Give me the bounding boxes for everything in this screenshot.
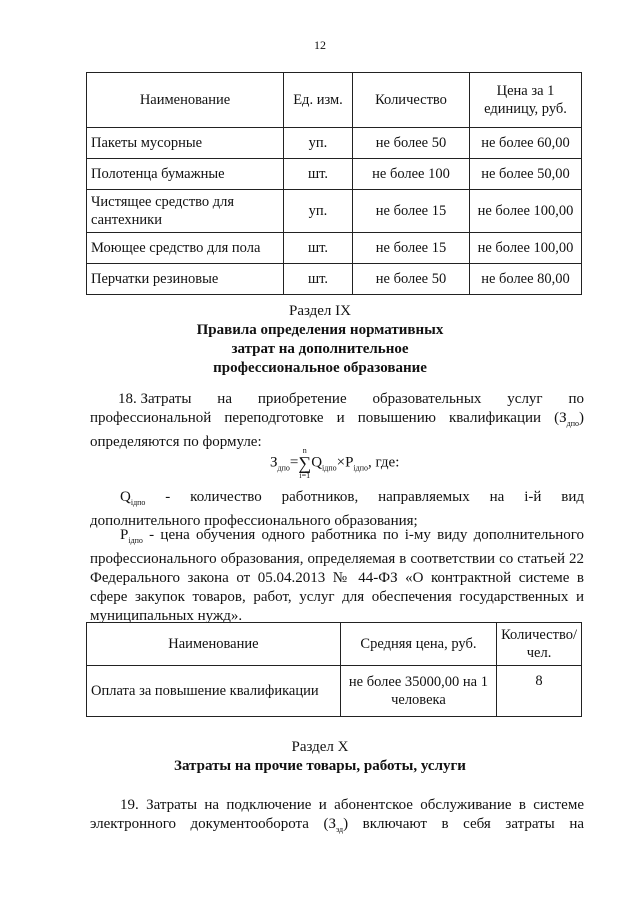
text: ) включают в себя затраты на — [343, 816, 584, 832]
section-10-title: Затраты на прочие товары, работы, услуги — [174, 758, 466, 774]
subscript: эд — [336, 825, 344, 834]
cell-quantity: не более 15 — [353, 190, 470, 233]
sigma-symbol: ∑ — [298, 453, 312, 473]
cell-quantity: не более 100 — [353, 159, 470, 190]
cell-quantity: не более 50 — [353, 264, 470, 295]
formula-q-sub: iдпо — [322, 463, 337, 473]
col-header-name: Наименование — [87, 73, 284, 128]
formula-lhs-sub: дпо — [277, 463, 290, 473]
cell-price: не более 100,00 — [470, 190, 582, 233]
word: на — [217, 391, 232, 407]
cell-quantity: не более 50 — [353, 128, 470, 159]
paragraph-18 — [90, 390, 584, 452]
formula-p: P — [345, 454, 354, 471]
formula — [270, 446, 399, 480]
def-p-sub: iдпо — [128, 536, 143, 545]
supplies-table — [86, 72, 582, 295]
table-row — [87, 264, 582, 295]
cell-unit: шт. — [284, 233, 353, 264]
word: по — [568, 391, 584, 407]
table-row — [87, 190, 582, 233]
cell-unit: уп. — [284, 190, 353, 233]
times-sign: × — [336, 454, 346, 471]
formula-lhs: З — [270, 454, 278, 471]
def-p-symbol: P — [120, 527, 129, 543]
def-q-symbol: Q — [120, 489, 131, 505]
table-row — [87, 159, 582, 190]
section-10-label: Раздел X — [291, 739, 349, 755]
cell-price: не более 50,00 — [470, 159, 582, 190]
table-row — [87, 233, 582, 264]
subscript: дпо — [566, 419, 579, 428]
table-row — [87, 666, 582, 717]
paragraph-19 — [90, 796, 584, 839]
formula-p-sub: iдпо — [353, 463, 368, 473]
page-number: 12 — [314, 38, 326, 52]
cell-name: Моющее средство для пола — [87, 233, 284, 264]
table-row — [87, 128, 582, 159]
cell-name: Полотенца бумажные — [87, 159, 284, 190]
section-9-title-1: Правила определения нормативных — [196, 322, 444, 338]
cell-name: Пакеты мусорные — [87, 128, 284, 159]
def-q-text: - количество работников, направляемых на i-й вид дополнительного профессионального образования; — [90, 489, 584, 529]
cell-unit: шт. — [284, 159, 353, 190]
text: ) — [579, 410, 584, 426]
def-p-text: - цена обучения одного работника по i-му виду дополнительного профессионального образования, определяемая в соответствии со статьей 22 Федерального закона от 05.04.2013 № 44-ФЗ «О контрактной системе в сфере закупок товаров, работ, услуг для обеспечения государственных и муниципальных нужд». — [90, 527, 584, 624]
sum-bottom: i=1 — [299, 471, 311, 480]
cell-name: Перчатки резиновые — [87, 264, 284, 295]
table-header-row — [87, 73, 582, 128]
text: профессиональной переподготовке и повышению квалификации (З — [90, 410, 567, 426]
cell-unit: шт. — [284, 264, 353, 295]
equals-sign: = — [289, 454, 299, 471]
word: образовательных — [372, 391, 482, 407]
paragraph-18-line-2 — [90, 409, 584, 433]
formula-q: Q — [311, 454, 323, 471]
word: приобретение — [257, 391, 347, 407]
text: электронного документооборота (З — [90, 816, 337, 832]
definition-p — [90, 526, 584, 626]
sum-sign — [298, 446, 311, 480]
word: 18. Затраты — [118, 391, 192, 407]
col-header-price: Цена за 1 единицу, руб. — [470, 73, 582, 128]
word: услуг — [507, 391, 543, 407]
cell-name: Чистящее средство для сантехники — [87, 190, 284, 233]
section-9-label: Раздел IX — [288, 303, 351, 319]
definition-q — [90, 488, 584, 531]
cell-price: не более 60,00 — [470, 128, 582, 159]
col-header-quantity: Количество — [353, 73, 470, 128]
section-9-title-2: затрат на дополнительное — [231, 341, 409, 357]
cell-price: не более 100,00 — [470, 233, 582, 264]
cell-unit: уп. — [284, 128, 353, 159]
section-9-title-3: профессиональное образование — [213, 360, 427, 376]
cell-quantity: не более 15 — [353, 233, 470, 264]
sum-top: n — [302, 446, 307, 455]
cell-quantity: 8 — [497, 666, 582, 717]
table-header-row — [87, 623, 582, 666]
training-table — [86, 622, 582, 717]
def-q-sub: iдпо — [130, 498, 146, 507]
col-header-unit: Ед. изм. — [284, 73, 353, 128]
paragraph-18-line-1 — [90, 390, 584, 409]
col-header-name: Наименование — [87, 623, 341, 666]
col-header-avg-price: Средняя цена, руб. — [340, 623, 496, 666]
cell-avg-price: не более 35000,00 на 1 человека — [340, 666, 496, 717]
paragraph-19-line-2 — [90, 815, 584, 839]
paragraph-18-line-3: определяются по формуле: — [90, 434, 262, 450]
paragraph-19-line-1: 19. Затраты на подключение и абонентское обслуживание в системе — [120, 797, 584, 813]
cell-price: не более 80,00 — [470, 264, 582, 295]
formula-tail: , где: — [368, 454, 400, 471]
cell-name: Оплата за повышение квалификации — [87, 666, 341, 717]
col-header-quantity: Количество/ чел. — [497, 623, 582, 666]
